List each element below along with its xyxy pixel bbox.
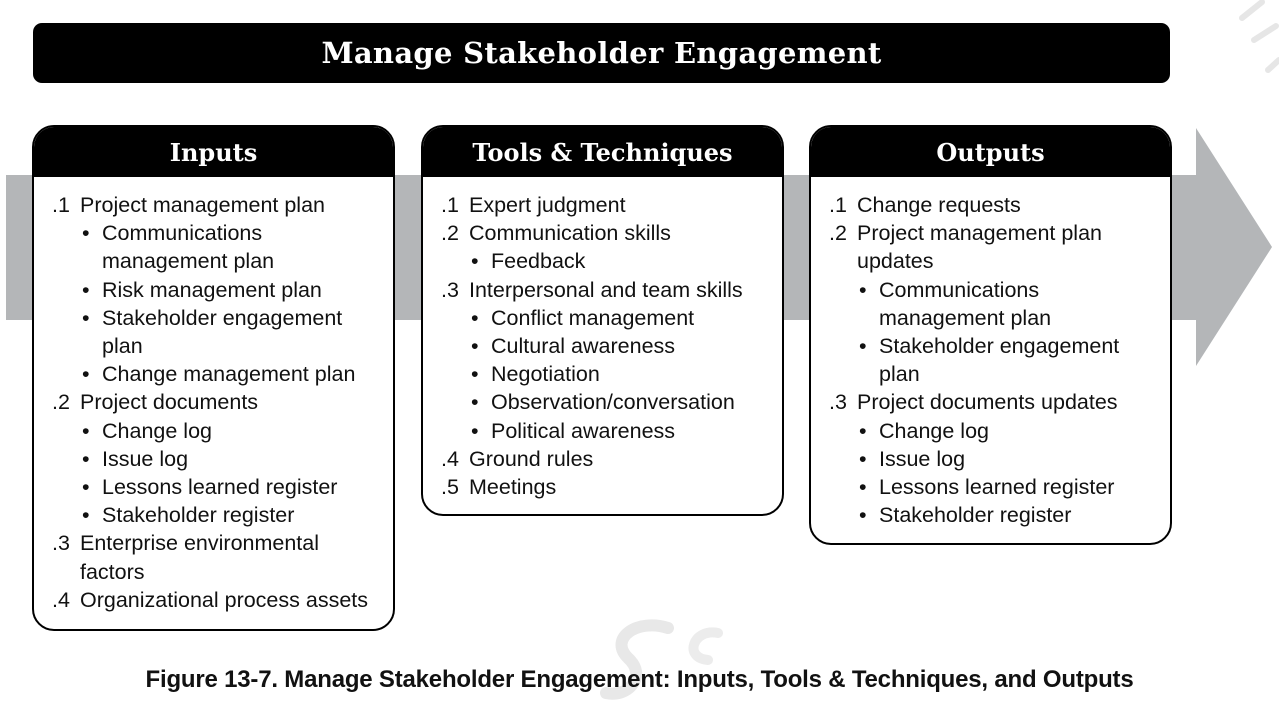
sub-item — [34, 219, 393, 275]
sub-item — [423, 332, 782, 360]
tools-header — [423, 127, 782, 177]
item-number: .5 — [441, 475, 459, 500]
item-number: .1 — [441, 193, 459, 217]
outputs-panel — [809, 125, 1172, 545]
list-item — [423, 276, 782, 304]
sub-item-text: Change management plan — [102, 362, 356, 387]
item-text: Expert judgment — [469, 193, 626, 217]
item-text: Interpersonal and team skills — [469, 277, 743, 302]
item-number: .2 — [52, 390, 70, 415]
bullet-icon: • — [82, 305, 90, 330]
sub-item-text: Risk management plan — [102, 277, 322, 302]
item-text: Project management plan — [80, 193, 326, 217]
sub-item-text: Communications management plan — [102, 221, 275, 274]
sub-item-text: Observation/conversation — [491, 390, 735, 415]
bullet-icon: • — [82, 475, 90, 500]
list-item — [423, 219, 782, 247]
list-item — [811, 219, 1170, 275]
bullet-icon: • — [82, 221, 90, 246]
bullet-icon: • — [471, 418, 479, 443]
sub-item — [423, 388, 782, 416]
inputs-panel — [32, 125, 395, 631]
bullet-icon: • — [471, 362, 479, 387]
list-item — [811, 388, 1170, 416]
sub-item-text: Lessons learned register — [102, 475, 338, 500]
sub-item — [811, 417, 1170, 445]
sub-item-text: Lessons learned register — [879, 475, 1115, 500]
sub-item-text: Negotiation — [491, 362, 600, 387]
list-item — [34, 586, 393, 614]
item-text: Meetings — [469, 475, 557, 500]
sub-item — [811, 473, 1170, 501]
watermark-corner — [1232, 0, 1279, 110]
sub-item-text: Stakeholder engagement plan — [879, 334, 1120, 387]
sub-item-text: Stakeholder register — [879, 503, 1072, 528]
inputs-list — [34, 177, 393, 614]
inputs-heading: Inputs — [169, 137, 258, 167]
sub-item — [423, 360, 782, 388]
item-number: .3 — [829, 390, 847, 415]
sub-item-text: Communications management plan — [879, 277, 1052, 330]
item-number: .4 — [441, 446, 459, 471]
sub-item-text: Issue log — [102, 446, 189, 471]
list-item — [34, 529, 393, 585]
item-text: Ground rules — [469, 446, 594, 471]
inputs-header — [34, 127, 393, 177]
sub-item-text: Stakeholder register — [102, 503, 295, 528]
bullet-icon: • — [471, 305, 479, 330]
sub-item — [34, 445, 393, 473]
sub-item-text: Stakeholder engagement plan — [102, 305, 343, 359]
list-item — [423, 191, 782, 219]
sub-item — [34, 276, 393, 304]
figure-caption: Figure 13-7. Manage Stakeholder Engagement: Inputs, Tools & Techniques, and Outputs — [145, 666, 1134, 693]
bullet-icon: • — [471, 249, 479, 274]
tools-panel — [421, 125, 784, 516]
bullet-icon: • — [82, 446, 90, 471]
bullet-icon: • — [82, 503, 90, 528]
bullet-icon: • — [471, 390, 479, 415]
item-text: Project documents updates — [857, 390, 1118, 415]
tools-list — [423, 177, 782, 501]
tools-heading: Tools & Techniques — [472, 137, 733, 167]
item-number: .3 — [52, 531, 70, 556]
sub-item-text: Change log — [879, 418, 989, 443]
sub-item-text: Cultural awareness — [491, 334, 676, 359]
outputs-header — [811, 127, 1170, 177]
bullet-icon: • — [859, 334, 867, 359]
sub-item — [34, 417, 393, 445]
item-number: .2 — [441, 221, 459, 246]
sub-item — [811, 445, 1170, 473]
sub-item — [423, 247, 782, 275]
outputs-list — [811, 177, 1170, 529]
sub-item-text: Political awareness — [491, 418, 676, 443]
sub-item — [811, 276, 1170, 332]
sub-item-text: Change log — [102, 418, 212, 443]
sub-item — [423, 417, 782, 445]
item-number: .4 — [52, 587, 70, 612]
item-text: Project management plan updates — [857, 221, 1103, 274]
sub-item-text: Issue log — [879, 446, 966, 471]
sub-item — [34, 501, 393, 529]
item-text: Project documents — [80, 390, 259, 415]
item-number: .1 — [829, 193, 847, 217]
sub-item — [423, 304, 782, 332]
item-text: Communication skills — [469, 221, 671, 246]
list-item — [423, 445, 782, 473]
bullet-icon: • — [82, 362, 90, 387]
bullet-icon: • — [859, 503, 867, 528]
list-item — [34, 388, 393, 416]
bullet-icon: • — [859, 446, 867, 471]
sub-item — [811, 332, 1170, 388]
sub-item-text: Feedback — [491, 249, 586, 274]
sub-item-text: Conflict management — [491, 305, 695, 330]
list-item — [423, 473, 782, 501]
list-item — [811, 191, 1170, 219]
bullet-icon: • — [82, 277, 90, 302]
sub-item — [34, 473, 393, 501]
item-text: Organizational process assets — [80, 587, 369, 612]
bullet-icon: • — [471, 334, 479, 359]
diagram-title-bar — [33, 23, 1170, 83]
sub-item — [811, 501, 1170, 529]
bullet-icon: • — [82, 418, 90, 443]
sub-item — [34, 304, 393, 360]
item-number: .2 — [829, 221, 847, 246]
list-item — [34, 191, 393, 219]
sub-item — [34, 360, 393, 388]
bullet-icon: • — [859, 475, 867, 500]
item-number: .3 — [441, 277, 459, 302]
item-text: Enterprise environmental factors — [80, 531, 320, 584]
item-number: .1 — [52, 193, 70, 217]
outputs-heading: Outputs — [936, 137, 1045, 167]
bullet-icon: • — [859, 277, 867, 302]
item-text: Change requests — [857, 193, 1021, 217]
bullet-icon: • — [859, 418, 867, 443]
diagram-title: Manage Stakeholder Engagement — [321, 36, 882, 70]
